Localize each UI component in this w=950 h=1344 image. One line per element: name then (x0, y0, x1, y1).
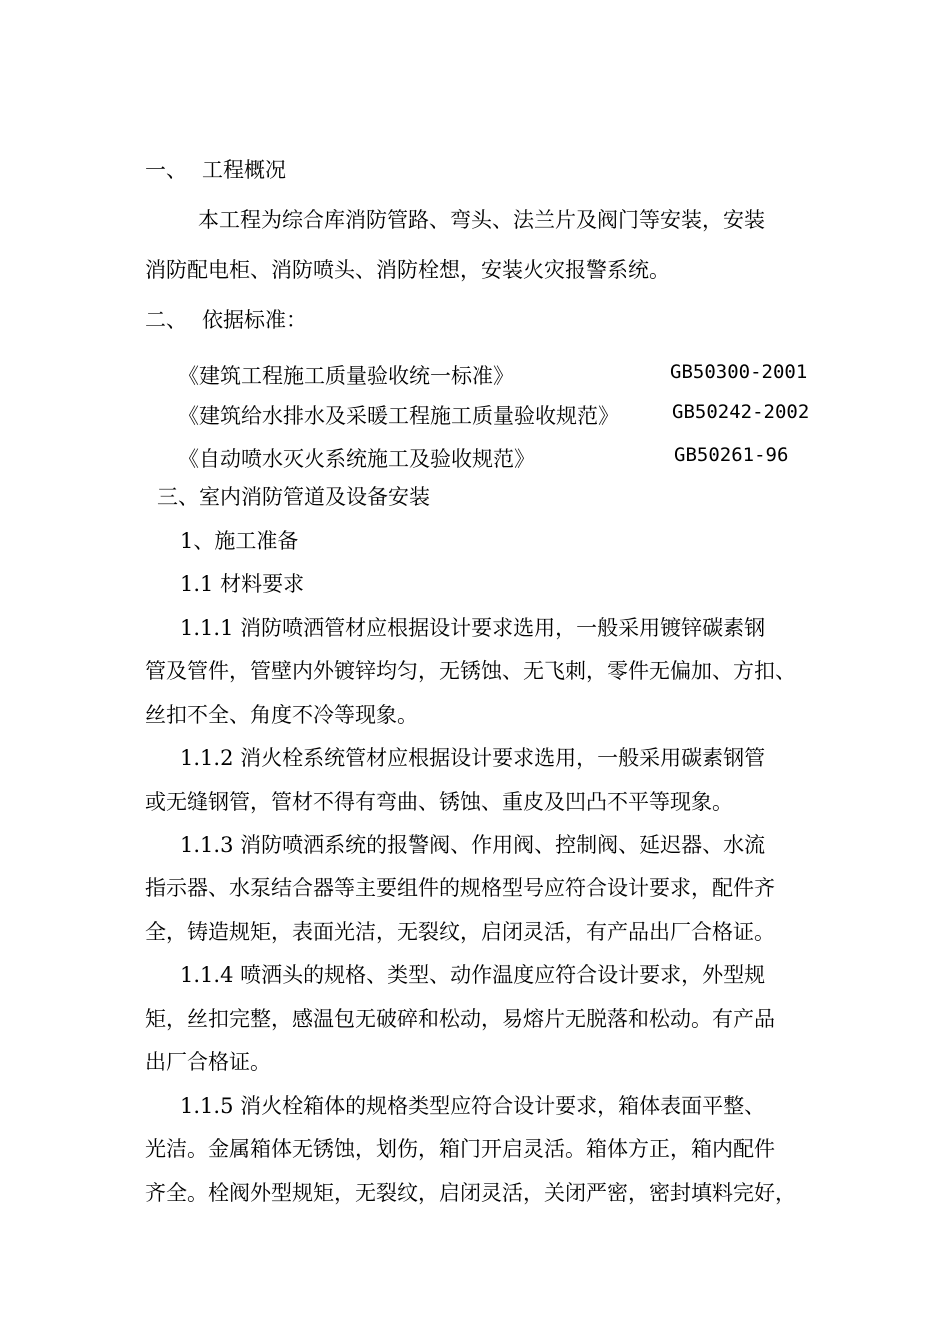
clause-1-1-5-line-1: 1.1.5 消火栓箱体的规格类型应符合设计要求，箱体表面平整、 (180, 1094, 766, 1118)
standard-title: 《自动喷水灭火系统施工及验收规范》 (178, 447, 535, 471)
section-1-number: 一、 (145, 158, 187, 182)
subsection-1-1-heading: 1.1 材料要求 (180, 572, 305, 596)
section-1-heading (145, 160, 187, 181)
clause-1-1-1-line-3: 丝扣不全、角度不冷等现象。 (145, 703, 418, 727)
clause-1-1-3-line-1: 1.1.3 消防喷洒系统的报警阀、作用阀、控制阀、延迟器、水流 (180, 833, 766, 857)
section-1-paragraph-line-2: 消防配电柜、消防喷头、消防栓想，安装火灾报警系统。 (145, 258, 670, 282)
clause-1-1-4-line-2: 矩，丝扣完整，感温包无破碎和松动，易熔片无脱落和松动。有产品 (145, 1007, 775, 1031)
standard-code: GB50300-2001 (670, 361, 808, 383)
standard-title: 《建筑给水排水及采暖工程施工质量验收规范》 (178, 404, 619, 428)
standard-code: GB50261-96 (674, 444, 789, 466)
section-3-heading: 三、室内消防管道及设备安装 (157, 485, 430, 509)
standard-title: 《建筑工程施工质量验收统一标准》 (178, 364, 514, 388)
clause-1-1-5-line-2: 光洁。金属箱体无锈蚀，划伤，箱门开启灵活。箱体方正，箱内配件 (145, 1137, 775, 1161)
subsection-1-heading: 1、施工准备 (180, 529, 299, 553)
clause-1-1-1-line-2: 管及管件，管壁内外镀锌均匀，无锈蚀、无飞刺，零件无偏加、方扣、 (145, 659, 796, 683)
clause-1-1-4-line-1: 1.1.4 喷洒头的规格、类型、动作温度应符合设计要求，外型规 (180, 963, 766, 987)
section-2-heading (145, 310, 187, 331)
clause-1-1-5-line-3: 齐全。栓阀外型规矩，无裂纹，启闭灵活，关闭严密，密封填料完好， (145, 1181, 796, 1205)
clause-1-1-3-line-2: 指示器、水泵结合器等主要组件的规格型号应符合设计要求，配件齐 (145, 876, 775, 900)
standard-code: GB50242-2002 (672, 401, 810, 423)
clause-1-1-4-line-3: 出厂合格证。 (145, 1050, 271, 1074)
clause-1-1-2-line-1: 1.1.2 消火栓系统管材应根据设计要求选用，一般采用碳素钢管 (180, 746, 766, 770)
section-2-number: 二、 (145, 308, 187, 332)
section-1-paragraph-line-1: 本工程为综合库消防管路、弯头、法兰片及阀门等安装，安装 (198, 208, 765, 232)
clause-1-1-1-line-1: 1.1.1 消防喷洒管材应根据设计要求选用，一般采用镀锌碳素钢 (180, 616, 766, 640)
clause-1-1-2-line-2: 或无缝钢管，管材不得有弯曲、锈蚀、重皮及凹凸不平等现象。 (145, 790, 733, 814)
clause-1-1-3-line-3: 全，铸造规矩，表面光洁，无裂纹，启闭灵活，有产品出厂合格证。 (145, 920, 775, 944)
section-1-title: 工程概况 (202, 158, 286, 182)
section-2-title: 依据标准： (202, 308, 307, 332)
